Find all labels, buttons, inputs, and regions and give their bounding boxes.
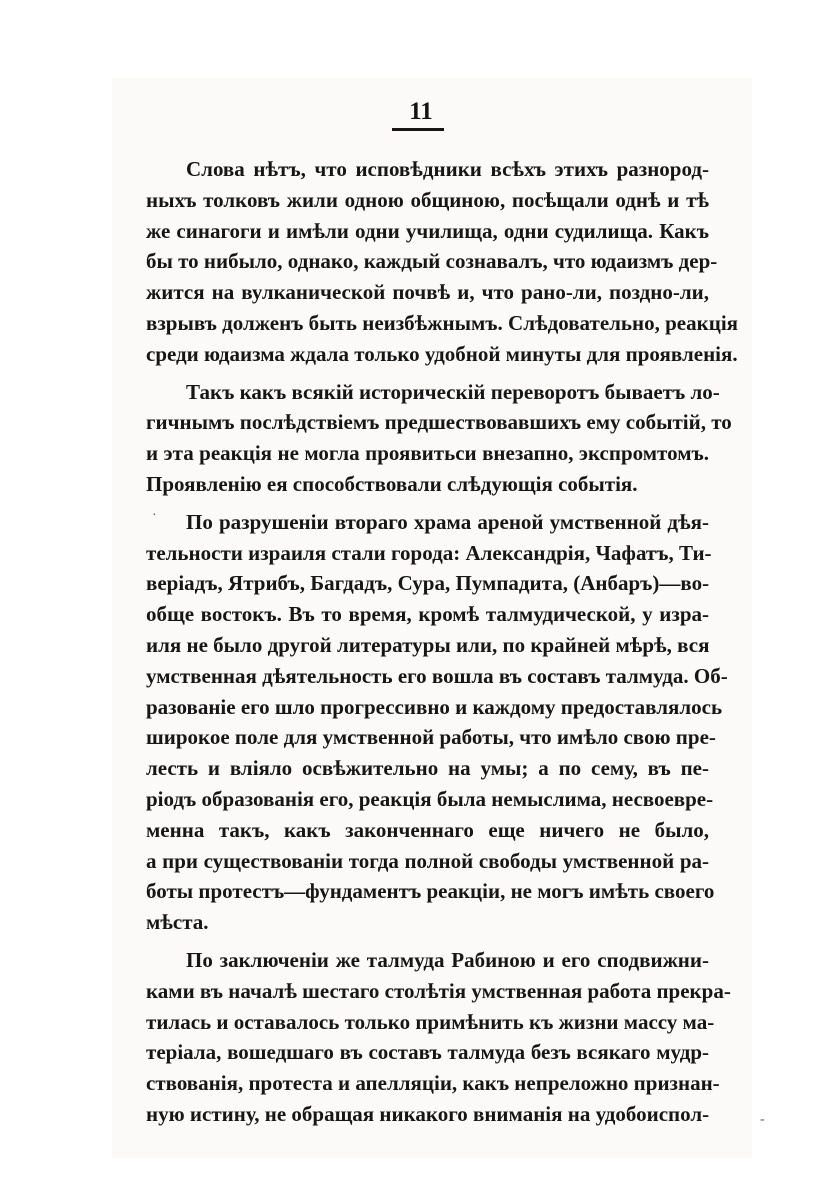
text-line: обще востокъ. Въ то время, кромѣ талмудической, у изра- (146, 602, 709, 627)
text-line: гичнымъ послѣдствіемъ предшествовавшихъ ему событій, то (146, 410, 732, 435)
text-line: теріала, вошедшаго въ составъ талмуда безъ всякаго мудр- (146, 1040, 709, 1065)
page-number: 11 (409, 98, 433, 125)
page-number-underline (392, 128, 444, 131)
text-line: По разрушеніи втораго храма ареной умственной дѣя- (186, 509, 709, 534)
text-line: ками въ началѣ шестаго столѣтія умственная работа прекра- (146, 978, 731, 1003)
text-line: бы то нибыло, однако, каждый сознавалъ, что юдаизмъ дер- (146, 249, 718, 274)
text-line: а при существованіи тогда полной свободы умственной ра- (146, 848, 709, 873)
text-line: тельности израиля стали города: Александрія, Чафатъ, Ти- (146, 540, 712, 565)
text-line: веріадъ, Ятрибъ, Багдадъ, Сура, Пумпадита, (Анбаръ)—во- (146, 571, 710, 596)
text-line: жится на вулканической почвѣ и, что рано-ли, поздно-ли, (146, 280, 709, 305)
text-line: широкое поле для умственной работы, что имѣло свою пре- (146, 725, 716, 750)
paragraph-3 (146, 507, 728, 938)
text-line: лесть и вліяло освѣжительно на умы; а по сему, въ пе- (146, 756, 709, 781)
text-line: Такъ какъ всякій историческій переворотъ бываетъ ло- (186, 379, 720, 404)
text-line: ріодъ образованія его, реакція была немыслима, несвоевре- (146, 786, 714, 811)
text-line: боты протестъ—фундаментъ реакціи, не могъ имѣть своего (146, 879, 715, 904)
text-line: Проявленію ея способствовали слѣдующія событія. (146, 471, 638, 496)
text-line: мѣста. (146, 910, 209, 935)
text-line: тилась и оставалось только примѣнить къ жизни массу ма- (146, 1009, 715, 1034)
text-line: же синагоги и имѣли одни училища, одни судилища. Какъ (146, 218, 709, 243)
text-line: и эта реакція не могла проявитьси внезапно, экспромтомъ. (146, 441, 709, 466)
paragraph-2 (146, 377, 732, 500)
text-line: разованіе его шло прогрессивно и каждому предоставлялось (146, 694, 723, 719)
text-line: Слова нѣтъ, что исповѣдники всѣхъ этихъ разнород- (186, 157, 709, 181)
text-line: ствованія, протеста и апелляціи, какъ непреложно признан- (146, 1071, 720, 1096)
text-line: взрывъ долженъ быть неизбѣжнымъ. Слѣдовательно, реакція (146, 310, 739, 335)
text-line: По заключеніи же талмуда Рабиною и его сподвижни- (186, 947, 709, 972)
text-line: ную истину, не обращая никакого вниманія на удобоиспол- (146, 1101, 710, 1126)
stray-dot-mark: · (152, 508, 157, 523)
text-line: ныхъ толковъ жили одною общиною, посѣщали однѣ и тѣ (146, 187, 709, 212)
text-line: менна такъ, какъ законченнаго еще ничего не было, (146, 817, 709, 842)
paragraph-4 (146, 945, 731, 1130)
paragraph-1 (146, 154, 739, 370)
stray-dash-mark: - (760, 1112, 765, 1127)
text-line: иля не было другой литературы или, по крайней мѣрѣ, вся (146, 632, 710, 657)
text-line: умственная дѣятельность его вошла въ составъ талмуда. Об- (146, 663, 728, 688)
text-line: среди юдаизма ждала только удобной минуты для проявленія. (146, 341, 738, 366)
body-text (146, 154, 739, 1130)
